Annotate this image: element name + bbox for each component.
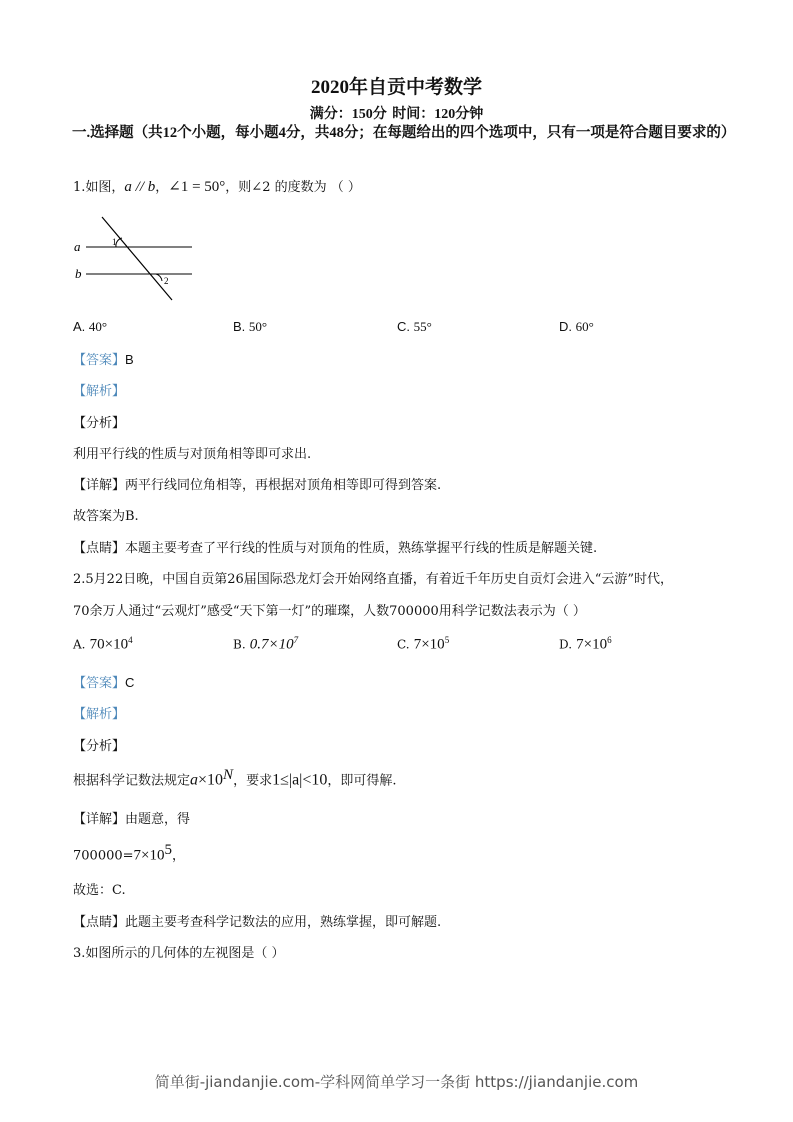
- q2-option-b: B. $0.7\times 10^7$: [233, 635, 299, 653]
- q1-fenxi-label: 【分析】: [73, 416, 126, 431]
- section-heading: 一.选择题（共12个小题，每小题4分，共48分；在每题给出的四个选项中，只有一项是符合题目要求的）: [72, 125, 736, 141]
- label-1: 1: [112, 237, 117, 247]
- q1-option-d: D. 60°: [559, 319, 594, 334]
- q1-detail: 【详解】两平行线同位角相等，再根据对顶角相等即可得到答案.: [73, 478, 442, 493]
- q1-option-b: B. 50°: [233, 319, 268, 334]
- question-3-stem: 3.如图所示的几何体的左视图是（ ）: [73, 946, 285, 961]
- q1-answer: 【答案】B: [73, 352, 134, 368]
- q1-analysis-label: 【解析】: [73, 384, 126, 399]
- exam-info: 满分：150分 时间：120分钟: [309, 107, 484, 122]
- q2-comment: 【点睛】此题主要考查科学记数法的应用，熟练掌握，即可解题.: [73, 915, 442, 930]
- question-2-stem-line2: 70余万人通过“云观灯”感受“天下第一灯”的璀璨，人数700000用科学记数法表示为（ ）: [73, 604, 586, 619]
- q2-fenxi-label: 【分析】: [73, 739, 126, 754]
- label-a: a: [74, 239, 81, 254]
- math-parallel: a // b: [124, 179, 156, 195]
- label-2: 2: [164, 276, 169, 286]
- q2-fenxi-text: 根据科学记数法规定$a\times 10^N$，要求1≤|a|<10，即可得解.: [73, 767, 397, 789]
- q2-conclusion: 故选：C.: [73, 883, 126, 898]
- q1-option-c: C. 55°: [397, 319, 432, 334]
- question-1-stem: 1.如图，a // b，∠1 = 50°，则∠2 的度数为 （ ）: [73, 179, 361, 195]
- parallel-lines-figure: [72, 210, 197, 305]
- page-title: 2020年自贡中考数学: [310, 77, 482, 98]
- q1-option-a: A. 40°: [73, 319, 108, 334]
- q2-answer: 【答案】C: [73, 675, 135, 691]
- q2-analysis-label: 【解析】: [73, 707, 126, 722]
- q2-detail: 【详解】由题意，得: [73, 812, 191, 827]
- question-2-stem-line1: 2.5月22日晚，中国自贡第26届国际恐龙灯会开始网络直播，有着近千年历史自贡灯会进入“云游”时代，: [73, 572, 674, 587]
- q2-equation: $700000=7\times 10^5$，: [73, 842, 186, 864]
- math-angle1: ∠1 = 50°: [168, 179, 226, 195]
- label-b: b: [75, 266, 82, 281]
- q1-comment: 【点睛】本题主要考查了平行线的性质与对顶角的性质，熟练掌握平行线的性质是解题关键.: [73, 541, 598, 556]
- q1-conclusion: 故答案为B.: [73, 509, 139, 524]
- q1-fenxi-text: 利用平行线的性质与对顶角相等即可求出.: [73, 447, 312, 462]
- q2-option-c: C. $7\times 10^5$: [397, 635, 450, 653]
- q2-option-d: D. $7\times 10^6$: [559, 635, 612, 653]
- watermark-footer: 简单街-jiandanjie.com-学科网简单学习一条街 https://jiandanjie.com: [154, 1073, 639, 1091]
- q2-option-a: A. $70\times 10^4$: [73, 635, 133, 653]
